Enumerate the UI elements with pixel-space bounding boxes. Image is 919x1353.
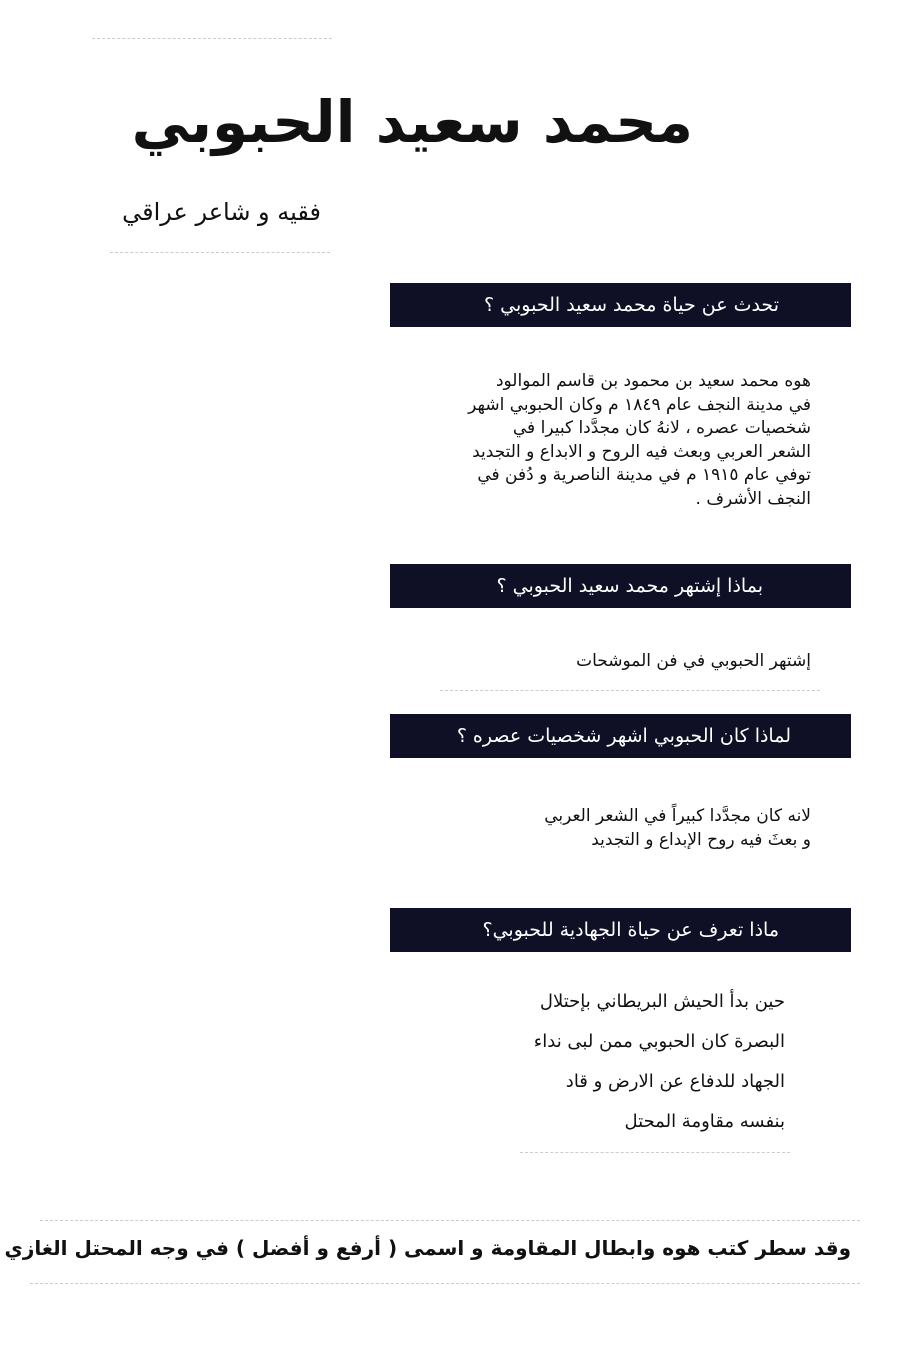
section-heading: ماذا تعرف عن حياة الجهادية للحبوبي؟ xyxy=(390,908,851,952)
text-line: حين بدأ الحيش البريطاني بإحتلال xyxy=(539,991,785,1012)
text-line: و بعثَ فيه روح الإبداع و التجديد xyxy=(591,829,811,850)
page-subtitle: فقيه و شاعر عراقي xyxy=(122,198,321,226)
section-answer xyxy=(534,982,785,1142)
section-heading: لماذا كان الحبوبي اشهر شخصيات عصره ؟ xyxy=(390,714,851,758)
text-line: لانه كان مجدَّدا كبيراً في الشعر العربي xyxy=(544,806,811,826)
section-answer xyxy=(468,370,811,511)
section-answer xyxy=(544,805,811,852)
text-line: هوه محمد سعيد بن محمود بن قاسم الموالود xyxy=(495,371,811,391)
text-line: في مدينة النجف عام ١٨٤٩ م وكان الحبوبي اشهر xyxy=(468,394,811,415)
text-line: النجف الأشرف . xyxy=(695,488,811,509)
page-title: محمد سعيد الحبوبي xyxy=(131,88,693,156)
text-line: الجهاد للدفاع عن الارض و قاد xyxy=(565,1071,785,1092)
section-heading: بماذا إشتهر محمد سعيد الحبوبي ؟ xyxy=(390,564,851,608)
text-line: توفي عام ١٩١٥ م في مدينة الناصرية و دُفن في xyxy=(477,465,811,485)
text-line: البصرة كان الحبوبي ممن لبى نداء xyxy=(533,1031,785,1052)
text-line: بنفسه مقاومة المحتل xyxy=(624,1111,785,1132)
footer-statement: وقد سطر كتب هوه وابطال المقاومة و اسمى ( أرفع و أفضل ) في وجه المحتل الغازي xyxy=(4,1236,851,1260)
section-heading: تحدث عن حياة محمد سعيد الحبوبي ؟ xyxy=(390,283,851,327)
text-line: شخصيات عصره ، لانهُ كان مجدَّدا كبيرا في xyxy=(512,418,811,438)
text-line: الشعر العربي وبعث فيه الروح و الابداع و التجديد xyxy=(472,441,811,462)
text-line: إشتهر الحبوبي في فن الموشحات xyxy=(576,651,811,671)
section-answer xyxy=(576,650,811,674)
